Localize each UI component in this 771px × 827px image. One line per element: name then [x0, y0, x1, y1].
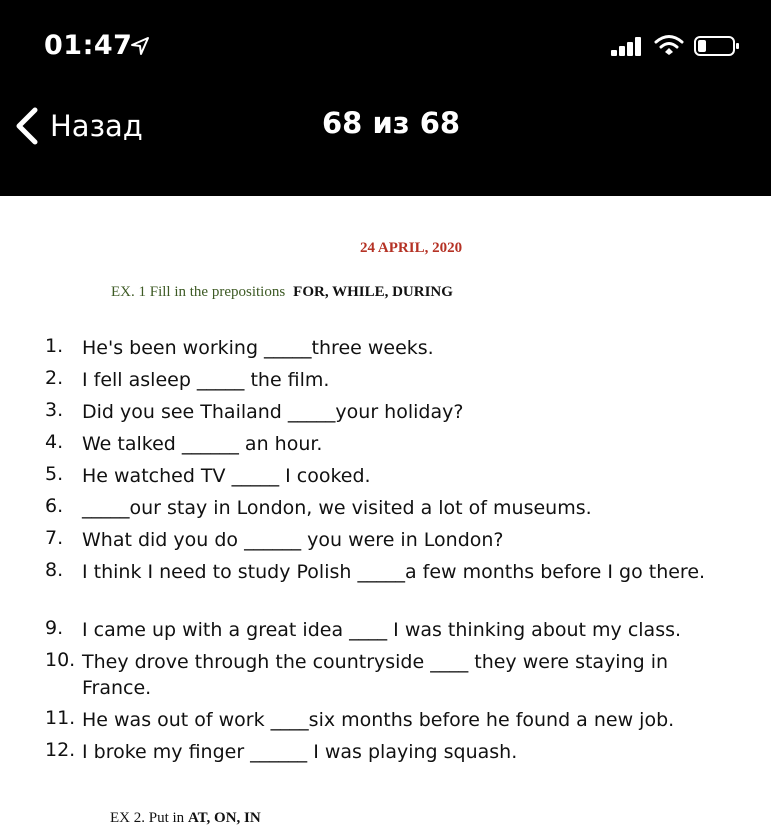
item-number: 1.	[45, 335, 64, 357]
document-page	[0, 196, 771, 826]
item-number: 5.	[45, 463, 64, 485]
back-label: Назад	[50, 109, 143, 143]
item-text: Did you see Thailand _____your holiday?	[82, 401, 464, 423]
location-arrow-icon	[130, 36, 150, 56]
exercise-2-heading	[110, 810, 261, 827]
item-number: 3.	[45, 399, 64, 421]
exercise-1-label: EX. 1 Fill in the prepositions	[111, 284, 286, 300]
back-button[interactable]	[14, 104, 143, 148]
battery-icon	[694, 35, 740, 57]
item-number: 9.	[45, 617, 64, 639]
item-number: 2.	[45, 367, 64, 389]
wifi-icon	[654, 34, 684, 56]
status-time: 01:47	[44, 30, 133, 61]
item-text: _____our stay in London, we visited a lot of museums.	[82, 497, 592, 519]
item-text: They drove through the countryside ____ they were staying in France.	[82, 651, 669, 699]
chevron-left-icon	[14, 106, 40, 146]
item-text: We talked ______ an hour.	[82, 433, 323, 455]
top-bar	[0, 0, 771, 196]
item-text: He watched TV _____ I cooked.	[82, 465, 371, 487]
item-number: 10.	[45, 649, 76, 671]
document-date: 24 APRIL, 2020	[360, 240, 463, 256]
item-text: I fell asleep _____ the film.	[82, 369, 330, 391]
item-number: 8.	[45, 559, 64, 581]
item-text: He's been working _____three weeks.	[82, 337, 434, 359]
item-number: 4.	[45, 431, 64, 453]
exercise-1-prepositions: FOR, WHILE, DURING	[293, 284, 453, 300]
item-text: I came up with a great idea ____ I was thinking about my class.	[82, 619, 682, 641]
signal-icon	[611, 36, 645, 56]
exercise-1-heading	[111, 284, 453, 301]
page-counter: 68 из 68	[322, 106, 461, 140]
item-number: 11.	[45, 707, 76, 729]
item-text: He was out of work ____six months before he found a new job.	[82, 709, 675, 731]
item-number: 6.	[45, 495, 64, 517]
item-text: What did you do ______ you were in London?	[82, 529, 504, 551]
item-number: 12.	[45, 739, 76, 761]
item-text: I think I need to study Polish _____a few months before I go there.	[82, 561, 706, 583]
item-text: I broke my finger ______ I was playing squash.	[82, 741, 518, 763]
exercise-2-prepositions: AT, ON, IN	[187, 810, 261, 826]
exercise-2-label: EX 2. Put in	[110, 810, 185, 826]
item-number: 7.	[45, 527, 64, 549]
